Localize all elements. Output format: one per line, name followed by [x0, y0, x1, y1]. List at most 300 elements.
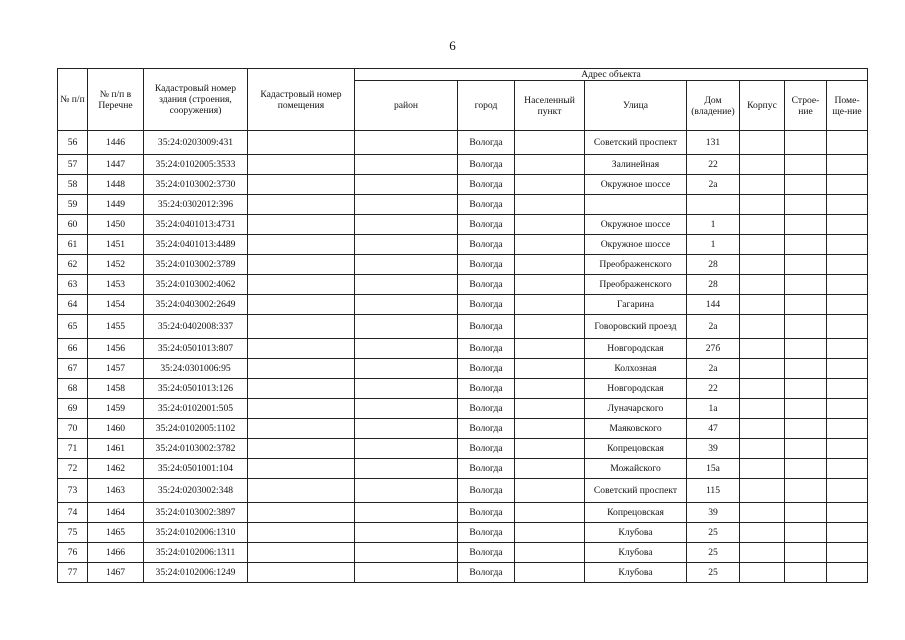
- cell-stroenie: [785, 131, 827, 155]
- cell-num: 70: [58, 419, 88, 439]
- cell-cadastral-room: [248, 459, 355, 479]
- cell-num: 64: [58, 295, 88, 315]
- table-row: [58, 131, 868, 155]
- cell-settlement: [515, 131, 585, 155]
- cell-city: Вологда: [458, 563, 515, 583]
- cell-street: Преображенского: [585, 255, 687, 275]
- cell-settlement: [515, 459, 585, 479]
- cell-cadastral-room: [248, 523, 355, 543]
- cell-pomeshchenie: [827, 523, 868, 543]
- cell-district: [355, 295, 458, 315]
- table-row: [58, 359, 868, 379]
- cell-city: Вологда: [458, 175, 515, 195]
- cell-cadastral-building: 35:24:0102005:1102: [144, 419, 248, 439]
- page-number: 6: [449, 38, 456, 53]
- cell-cadastral-room: [248, 215, 355, 235]
- table-header: [58, 69, 868, 131]
- cell-pomeshchenie: [827, 459, 868, 479]
- cell-list-num: 1455: [88, 315, 144, 339]
- table-row: [58, 523, 868, 543]
- cell-list-num: 1466: [88, 543, 144, 563]
- cell-korpus: [740, 155, 785, 175]
- table-row: [58, 543, 868, 563]
- cell-pomeshchenie: [827, 479, 868, 503]
- cell-street: Копрецовская: [585, 503, 687, 523]
- cell-city: Вологда: [458, 503, 515, 523]
- cell-district: [355, 399, 458, 419]
- cell-cadastral-building: 35:24:0302012:396: [144, 195, 248, 215]
- cell-city: Вологда: [458, 235, 515, 255]
- cell-settlement: [515, 543, 585, 563]
- cell-korpus: [740, 399, 785, 419]
- cell-cadastral-room: [248, 399, 355, 419]
- table-row: [58, 255, 868, 275]
- header-pomeshchenie: Поме-ще-ние: [827, 81, 868, 131]
- cell-korpus: [740, 235, 785, 255]
- cell-stroenie: [785, 459, 827, 479]
- cell-cadastral-building: 35:24:0301006:95: [144, 359, 248, 379]
- cell-num: 69: [58, 399, 88, 419]
- cell-list-num: 1461: [88, 439, 144, 459]
- cell-cadastral-room: [248, 359, 355, 379]
- cell-city: Вологда: [458, 275, 515, 295]
- cell-house: 15а: [687, 459, 740, 479]
- cell-street: Окружное шоссе: [585, 235, 687, 255]
- cell-district: [355, 439, 458, 459]
- cell-house: 39: [687, 439, 740, 459]
- table-row: [58, 295, 868, 315]
- cell-settlement: [515, 339, 585, 359]
- cell-num: 66: [58, 339, 88, 359]
- cell-cadastral-room: [248, 379, 355, 399]
- cell-list-num: 1457: [88, 359, 144, 379]
- cell-street: [585, 195, 687, 215]
- cell-house: 2а: [687, 315, 740, 339]
- cell-settlement: [515, 315, 585, 339]
- cell-stroenie: [785, 235, 827, 255]
- cell-cadastral-building: 35:24:0102006:1249: [144, 563, 248, 583]
- cell-korpus: [740, 543, 785, 563]
- cell-list-num: 1467: [88, 563, 144, 583]
- cell-pomeshchenie: [827, 175, 868, 195]
- cell-cadastral-building: 35:24:0103002:3789: [144, 255, 248, 275]
- cell-cadastral-building: 35:24:0103002:3730: [144, 175, 248, 195]
- cell-cadastral-building: 35:24:0402008:337: [144, 315, 248, 339]
- cell-district: [355, 419, 458, 439]
- table-row: [58, 439, 868, 459]
- cell-korpus: [740, 295, 785, 315]
- cell-settlement: [515, 175, 585, 195]
- cell-street: Колхозная: [585, 359, 687, 379]
- cell-cadastral-room: [248, 155, 355, 175]
- cell-house: 1: [687, 215, 740, 235]
- cell-cadastral-building: 35:24:0501001:104: [144, 459, 248, 479]
- cell-city: Вологда: [458, 479, 515, 503]
- cell-district: [355, 215, 458, 235]
- cell-street: Клубова: [585, 563, 687, 583]
- cell-num: 65: [58, 315, 88, 339]
- cell-list-num: 1450: [88, 215, 144, 235]
- table-row: [58, 315, 868, 339]
- cell-stroenie: [785, 155, 827, 175]
- cell-city: Вологда: [458, 155, 515, 175]
- cell-korpus: [740, 175, 785, 195]
- cell-cadastral-room: [248, 195, 355, 215]
- cell-num: 63: [58, 275, 88, 295]
- header-district: район: [355, 81, 458, 131]
- cell-cadastral-room: [248, 439, 355, 459]
- header-num: № п/п: [58, 69, 88, 131]
- cell-list-num: 1454: [88, 295, 144, 315]
- cell-korpus: [740, 315, 785, 339]
- cell-list-num: 1465: [88, 523, 144, 543]
- cell-house: [687, 195, 740, 215]
- cell-district: [355, 503, 458, 523]
- cell-street: Советский проспект: [585, 479, 687, 503]
- cell-list-num: 1449: [88, 195, 144, 215]
- cell-pomeshchenie: [827, 379, 868, 399]
- header-house: Дом (владение): [687, 81, 740, 131]
- table-row: [58, 339, 868, 359]
- cell-settlement: [515, 359, 585, 379]
- cell-stroenie: [785, 195, 827, 215]
- table-row: [58, 235, 868, 255]
- cell-house: 25: [687, 563, 740, 583]
- cell-street: Окружное шоссе: [585, 175, 687, 195]
- cell-num: 73: [58, 479, 88, 503]
- cell-city: Вологда: [458, 523, 515, 543]
- cell-list-num: 1463: [88, 479, 144, 503]
- cell-street: Маяковского: [585, 419, 687, 439]
- cell-stroenie: [785, 175, 827, 195]
- header-list-num: № п/п в Перечне: [88, 69, 144, 131]
- cell-city: Вологда: [458, 295, 515, 315]
- cell-city: Вологда: [458, 379, 515, 399]
- cell-street: Клубова: [585, 543, 687, 563]
- table-row: [58, 459, 868, 479]
- cell-num: 67: [58, 359, 88, 379]
- cell-district: [355, 379, 458, 399]
- cell-korpus: [740, 339, 785, 359]
- cell-district: [355, 255, 458, 275]
- cell-district: [355, 315, 458, 339]
- cell-district: [355, 275, 458, 295]
- cell-num: 57: [58, 155, 88, 175]
- cell-cadastral-room: [248, 131, 355, 155]
- cell-pomeshchenie: [827, 235, 868, 255]
- cell-list-num: 1451: [88, 235, 144, 255]
- cell-district: [355, 155, 458, 175]
- cell-street: Луначарского: [585, 399, 687, 419]
- cell-city: Вологда: [458, 459, 515, 479]
- cell-street: Новгородская: [585, 379, 687, 399]
- cell-cadastral-room: [248, 235, 355, 255]
- cell-city: Вологда: [458, 439, 515, 459]
- cell-settlement: [515, 155, 585, 175]
- cell-cadastral-room: [248, 479, 355, 503]
- cell-num: 76: [58, 543, 88, 563]
- cell-cadastral-room: [248, 543, 355, 563]
- cell-korpus: [740, 563, 785, 583]
- cell-pomeshchenie: [827, 503, 868, 523]
- cell-city: Вологда: [458, 543, 515, 563]
- cell-cadastral-building: 35:24:0203009:431: [144, 131, 248, 155]
- cell-cadastral-building: 35:24:0401013:4489: [144, 235, 248, 255]
- cell-settlement: [515, 419, 585, 439]
- cell-settlement: [515, 295, 585, 315]
- cell-street: Клубова: [585, 523, 687, 543]
- cell-num: 59: [58, 195, 88, 215]
- table-row: [58, 275, 868, 295]
- cell-settlement: [515, 563, 585, 583]
- cell-cadastral-room: [248, 563, 355, 583]
- cell-pomeshchenie: [827, 195, 868, 215]
- cell-stroenie: [785, 523, 827, 543]
- cell-stroenie: [785, 543, 827, 563]
- cell-num: 56: [58, 131, 88, 155]
- cell-korpus: [740, 419, 785, 439]
- cell-street: Гагарина: [585, 295, 687, 315]
- cell-settlement: [515, 439, 585, 459]
- cell-stroenie: [785, 419, 827, 439]
- cell-list-num: 1448: [88, 175, 144, 195]
- cell-korpus: [740, 359, 785, 379]
- cell-cadastral-room: [248, 275, 355, 295]
- cell-settlement: [515, 523, 585, 543]
- cell-district: [355, 339, 458, 359]
- objects-table: [57, 68, 868, 583]
- table-row: [58, 155, 868, 175]
- cell-settlement: [515, 399, 585, 419]
- cell-cadastral-building: 35:24:0501013:807: [144, 339, 248, 359]
- table-row: [58, 195, 868, 215]
- cell-house: 131: [687, 131, 740, 155]
- header-cadastral-room: Кадастровый номер помещения: [248, 69, 355, 131]
- cell-house: 25: [687, 523, 740, 543]
- cell-korpus: [740, 379, 785, 399]
- cell-list-num: 1464: [88, 503, 144, 523]
- cell-street: Советский проспект: [585, 131, 687, 155]
- cell-cadastral-building: 35:24:0102006:1311: [144, 543, 248, 563]
- cell-cadastral-building: 35:24:0102005:3533: [144, 155, 248, 175]
- table-body: [58, 131, 868, 583]
- cell-list-num: 1447: [88, 155, 144, 175]
- header-address-group: Адрес объекта: [355, 69, 868, 81]
- cell-pomeshchenie: [827, 215, 868, 235]
- cell-district: [355, 479, 458, 503]
- header-korpus: Корпус: [740, 81, 785, 131]
- header-city: город: [458, 81, 515, 131]
- cell-cadastral-building: 35:24:0203002:348: [144, 479, 248, 503]
- cell-pomeshchenie: [827, 339, 868, 359]
- cell-district: [355, 459, 458, 479]
- cell-house: 2а: [687, 359, 740, 379]
- cell-house: 25: [687, 543, 740, 563]
- cell-korpus: [740, 459, 785, 479]
- cell-street: Говоровский проезд: [585, 315, 687, 339]
- cell-street: Преображенского: [585, 275, 687, 295]
- cell-house: 22: [687, 155, 740, 175]
- cell-city: Вологда: [458, 399, 515, 419]
- cell-stroenie: [785, 295, 827, 315]
- cell-pomeshchenie: [827, 563, 868, 583]
- cell-cadastral-building: 35:24:0401013:4731: [144, 215, 248, 235]
- cell-house: 144: [687, 295, 740, 315]
- cell-house: 47: [687, 419, 740, 439]
- cell-city: Вологда: [458, 255, 515, 275]
- cell-korpus: [740, 255, 785, 275]
- cell-house: 28: [687, 275, 740, 295]
- cell-settlement: [515, 255, 585, 275]
- cell-cadastral-building: 35:24:0102006:1310: [144, 523, 248, 543]
- cell-cadastral-building: 35:24:0501013:126: [144, 379, 248, 399]
- cell-district: [355, 359, 458, 379]
- cell-settlement: [515, 275, 585, 295]
- cell-pomeshchenie: [827, 439, 868, 459]
- cell-list-num: 1456: [88, 339, 144, 359]
- cell-street: Новгородская: [585, 339, 687, 359]
- cell-street: Можайского: [585, 459, 687, 479]
- cell-settlement: [515, 235, 585, 255]
- cell-num: 58: [58, 175, 88, 195]
- cell-num: 68: [58, 379, 88, 399]
- table-row: [58, 563, 868, 583]
- table-row: [58, 399, 868, 419]
- cell-cadastral-room: [248, 339, 355, 359]
- header-cadastral-building: Кадастровый номер здания (строения, сооружения): [144, 69, 248, 131]
- cell-pomeshchenie: [827, 275, 868, 295]
- cell-cadastral-room: [248, 295, 355, 315]
- cell-settlement: [515, 215, 585, 235]
- cell-korpus: [740, 195, 785, 215]
- cell-city: Вологда: [458, 195, 515, 215]
- cell-city: Вологда: [458, 419, 515, 439]
- cell-house: 1а: [687, 399, 740, 419]
- cell-num: 77: [58, 563, 88, 583]
- cell-settlement: [515, 503, 585, 523]
- cell-house: 22: [687, 379, 740, 399]
- cell-cadastral-building: 35:24:0103002:3782: [144, 439, 248, 459]
- cell-korpus: [740, 439, 785, 459]
- cell-settlement: [515, 195, 585, 215]
- cell-korpus: [740, 215, 785, 235]
- cell-city: Вологда: [458, 359, 515, 379]
- cell-pomeshchenie: [827, 419, 868, 439]
- cell-house: 2а: [687, 175, 740, 195]
- cell-num: 60: [58, 215, 88, 235]
- cell-city: Вологда: [458, 215, 515, 235]
- cell-house: 27б: [687, 339, 740, 359]
- cell-pomeshchenie: [827, 295, 868, 315]
- cell-stroenie: [785, 399, 827, 419]
- cell-district: [355, 195, 458, 215]
- cell-district: [355, 543, 458, 563]
- cell-cadastral-room: [248, 255, 355, 275]
- cell-stroenie: [785, 563, 827, 583]
- cell-num: 75: [58, 523, 88, 543]
- cell-stroenie: [785, 379, 827, 399]
- cell-stroenie: [785, 479, 827, 503]
- header-street: Улица: [585, 81, 687, 131]
- cell-house: 1: [687, 235, 740, 255]
- header-stroenie: Строе-ние: [785, 81, 827, 131]
- table-row: [58, 215, 868, 235]
- cell-stroenie: [785, 275, 827, 295]
- table-row: [58, 503, 868, 523]
- cell-korpus: [740, 503, 785, 523]
- cell-stroenie: [785, 315, 827, 339]
- cell-cadastral-room: [248, 175, 355, 195]
- cell-num: 61: [58, 235, 88, 255]
- cell-list-num: 1453: [88, 275, 144, 295]
- cell-list-num: 1458: [88, 379, 144, 399]
- cell-pomeshchenie: [827, 131, 868, 155]
- cell-korpus: [740, 479, 785, 503]
- cell-pomeshchenie: [827, 315, 868, 339]
- cell-house: 28: [687, 255, 740, 275]
- cell-cadastral-room: [248, 315, 355, 339]
- cell-pomeshchenie: [827, 255, 868, 275]
- cell-cadastral-room: [248, 419, 355, 439]
- cell-stroenie: [785, 255, 827, 275]
- cell-list-num: 1446: [88, 131, 144, 155]
- cell-list-num: 1460: [88, 419, 144, 439]
- cell-stroenie: [785, 215, 827, 235]
- cell-korpus: [740, 131, 785, 155]
- cell-stroenie: [785, 359, 827, 379]
- cell-house: 115: [687, 479, 740, 503]
- table-row: [58, 175, 868, 195]
- cell-street: Копрецовская: [585, 439, 687, 459]
- cell-num: 71: [58, 439, 88, 459]
- cell-cadastral-building: 35:24:0403002:2649: [144, 295, 248, 315]
- cell-num: 74: [58, 503, 88, 523]
- cell-district: [355, 175, 458, 195]
- cell-district: [355, 131, 458, 155]
- cell-list-num: 1462: [88, 459, 144, 479]
- cell-korpus: [740, 275, 785, 295]
- cell-num: 72: [58, 459, 88, 479]
- cell-list-num: 1452: [88, 255, 144, 275]
- cell-pomeshchenie: [827, 359, 868, 379]
- table-row: [58, 379, 868, 399]
- cell-street: Окружное шоссе: [585, 215, 687, 235]
- cell-cadastral-building: 35:24:0103002:4062: [144, 275, 248, 295]
- cell-cadastral-room: [248, 503, 355, 523]
- cell-district: [355, 563, 458, 583]
- cell-settlement: [515, 479, 585, 503]
- cell-city: Вологда: [458, 339, 515, 359]
- cell-cadastral-building: 35:24:0102001:505: [144, 399, 248, 419]
- cell-list-num: 1459: [88, 399, 144, 419]
- cell-korpus: [740, 523, 785, 543]
- cell-house: 39: [687, 503, 740, 523]
- table-row: [58, 419, 868, 439]
- cell-stroenie: [785, 439, 827, 459]
- cell-cadastral-building: 35:24:0103002:3897: [144, 503, 248, 523]
- cell-settlement: [515, 379, 585, 399]
- cell-pomeshchenie: [827, 155, 868, 175]
- header-settlement: Населенный пункт: [515, 81, 585, 131]
- cell-stroenie: [785, 339, 827, 359]
- cell-pomeshchenie: [827, 399, 868, 419]
- cell-stroenie: [785, 503, 827, 523]
- cell-city: Вологда: [458, 315, 515, 339]
- table-row: [58, 479, 868, 503]
- cell-street: Залинейная: [585, 155, 687, 175]
- cell-district: [355, 523, 458, 543]
- cell-city: Вологда: [458, 131, 515, 155]
